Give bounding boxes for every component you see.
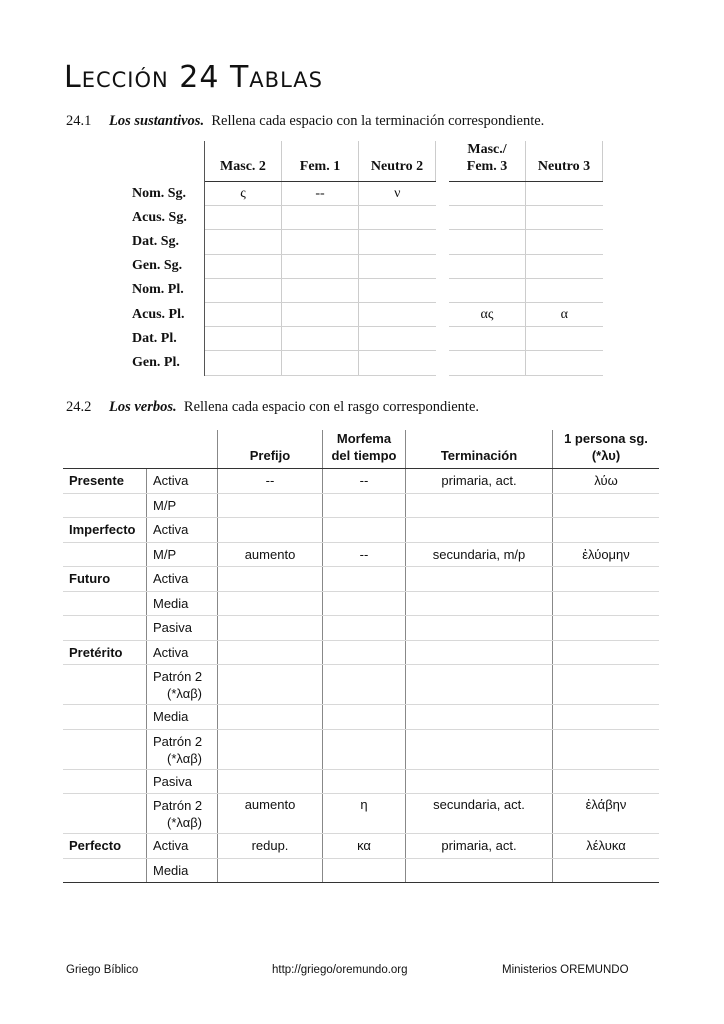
ending-cell[interactable] xyxy=(205,278,282,302)
table-row xyxy=(63,542,659,567)
row-label: Nom. Pl. xyxy=(124,278,205,302)
prefijo-cell[interactable] xyxy=(218,518,323,543)
voice-label: Patrón 2 (*λαβ) xyxy=(147,665,218,705)
tense-label xyxy=(63,794,147,834)
table-row xyxy=(63,834,659,859)
prefijo-cell[interactable]: aumento xyxy=(218,542,323,567)
morfema-cell[interactable]: η xyxy=(323,794,406,834)
row-label: Nom. Sg. xyxy=(124,182,205,206)
header-fem1: Fem. 1 xyxy=(282,141,359,182)
ending-cell[interactable] xyxy=(205,302,282,326)
terminacion-cell[interactable] xyxy=(406,616,553,641)
terminacion-cell[interactable] xyxy=(406,858,553,883)
prefijo-cell[interactable]: redup. xyxy=(218,834,323,859)
terminacion-cell[interactable] xyxy=(406,729,553,769)
tense-label xyxy=(63,729,147,769)
tense-label xyxy=(63,493,147,518)
prefijo-cell[interactable] xyxy=(218,769,323,794)
forma-cell[interactable]: ἐλάβην xyxy=(553,794,660,834)
section-topic: Los sustantivos. xyxy=(109,113,205,129)
header-terminacion: Terminación xyxy=(406,430,553,469)
table-row xyxy=(124,351,603,375)
terminacion-cell[interactable]: primaria, act. xyxy=(406,834,553,859)
ending-cell[interactable] xyxy=(359,278,436,302)
tense-label: Presente xyxy=(63,469,147,494)
table-row xyxy=(124,327,603,351)
table-row xyxy=(63,493,659,518)
row-label: Dat. Sg. xyxy=(124,230,205,254)
ending-cell[interactable] xyxy=(282,206,359,230)
ending-cell[interactable] xyxy=(282,302,359,326)
footer-right: Ministerios OREMUNDO xyxy=(502,964,629,976)
header-blank xyxy=(147,430,218,469)
table-row xyxy=(63,591,659,616)
ending-cell[interactable]: -- xyxy=(282,182,359,206)
terminacion-cell[interactable]: secundaria, m/p xyxy=(406,542,553,567)
ending-cell[interactable] xyxy=(282,351,359,375)
morfema-cell[interactable]: -- xyxy=(323,542,406,567)
table-row xyxy=(63,469,659,494)
page-title: Lección 24 Tablas xyxy=(64,60,323,95)
morfema-cell[interactable] xyxy=(323,705,406,730)
footer-left: Griego Bíblico xyxy=(66,964,139,976)
tense-label: Futuro xyxy=(63,567,147,592)
voice-label: M/P xyxy=(147,493,218,518)
terminacion-cell[interactable] xyxy=(406,665,553,705)
voice-label: Activa xyxy=(147,834,218,859)
ending-cell[interactable] xyxy=(449,351,526,375)
prefijo-cell[interactable] xyxy=(218,705,323,730)
header-prefijo: Prefijo xyxy=(218,430,323,469)
ending-cell[interactable] xyxy=(282,327,359,351)
prefijo-cell[interactable] xyxy=(218,640,323,665)
section-topic: Los verbos. xyxy=(109,399,177,415)
voice-label: Patrón 2 (*λαβ) xyxy=(147,729,218,769)
ending-cell[interactable] xyxy=(205,254,282,278)
table-row xyxy=(124,230,603,254)
morfema-cell[interactable] xyxy=(323,665,406,705)
tense-label xyxy=(63,665,147,705)
ending-cell[interactable]: ς xyxy=(205,182,282,206)
gap-cell xyxy=(436,302,450,326)
gap-cell xyxy=(436,254,450,278)
gap-cell xyxy=(436,182,450,206)
morfema-cell[interactable] xyxy=(323,616,406,641)
row-label: Acus. Pl. xyxy=(124,302,205,326)
tense-label xyxy=(63,542,147,567)
ending-cell[interactable] xyxy=(205,351,282,375)
tense-label: Perfecto xyxy=(63,834,147,859)
terminacion-cell[interactable] xyxy=(406,705,553,730)
forma-cell[interactable] xyxy=(553,858,660,883)
ending-cell[interactable] xyxy=(449,206,526,230)
forma-cell[interactable]: ἐλύομην xyxy=(553,542,660,567)
ending-cell[interactable] xyxy=(526,206,603,230)
voice-label: Pasiva xyxy=(147,616,218,641)
ending-cell[interactable] xyxy=(526,254,603,278)
ending-cell[interactable] xyxy=(282,230,359,254)
voice-label: Activa xyxy=(147,567,218,592)
ending-cell[interactable] xyxy=(359,351,436,375)
table-row xyxy=(63,640,659,665)
prefijo-cell[interactable] xyxy=(218,858,323,883)
forma-cell[interactable] xyxy=(553,729,660,769)
terminacion-cell[interactable] xyxy=(406,493,553,518)
ending-cell[interactable] xyxy=(449,278,526,302)
ending-cell[interactable]: α xyxy=(526,302,603,326)
terminacion-cell[interactable] xyxy=(406,769,553,794)
ending-cell[interactable] xyxy=(205,230,282,254)
voice-label: Media xyxy=(147,591,218,616)
ending-cell[interactable] xyxy=(526,327,603,351)
header-blank xyxy=(124,141,205,182)
voice-label: Patrón 2 (*λαβ) xyxy=(147,794,218,834)
terminacion-cell[interactable] xyxy=(406,640,553,665)
ending-cell[interactable] xyxy=(282,278,359,302)
gap-cell xyxy=(436,230,450,254)
forma-cell[interactable] xyxy=(553,705,660,730)
ending-cell[interactable] xyxy=(359,254,436,278)
voice-label: M/P xyxy=(147,542,218,567)
forma-cell[interactable] xyxy=(553,769,660,794)
tense-label xyxy=(63,705,147,730)
header-neutro2: Neutro 2 xyxy=(359,141,436,182)
ending-cell[interactable] xyxy=(359,327,436,351)
verbs-table xyxy=(63,430,659,883)
prefijo-cell[interactable] xyxy=(218,567,323,592)
header-neutro3: Neutro 3 xyxy=(526,141,603,182)
table-row xyxy=(63,665,659,705)
morfema-cell[interactable]: -- xyxy=(323,469,406,494)
ending-cell[interactable] xyxy=(526,278,603,302)
morfema-cell[interactable] xyxy=(323,640,406,665)
forma-cell[interactable] xyxy=(553,493,660,518)
forma-cell[interactable]: λέλυκα xyxy=(553,834,660,859)
table-row xyxy=(63,518,659,543)
gap-cell xyxy=(436,351,450,375)
ending-cell[interactable] xyxy=(526,182,603,206)
row-label: Acus. Sg. xyxy=(124,206,205,230)
forma-cell[interactable] xyxy=(553,665,660,705)
prefijo-cell[interactable] xyxy=(218,616,323,641)
forma-cell[interactable] xyxy=(553,640,660,665)
footer-url: http://griego/oremundo.org xyxy=(272,964,408,976)
voice-label: Pasiva xyxy=(147,769,218,794)
ending-cell[interactable] xyxy=(282,254,359,278)
gap-cell xyxy=(436,206,450,230)
section-24-2-heading xyxy=(66,399,479,416)
header-blank xyxy=(63,430,147,469)
forma-cell[interactable] xyxy=(553,567,660,592)
terminacion-cell[interactable]: primaria, act. xyxy=(406,469,553,494)
tense-label xyxy=(63,769,147,794)
morfema-cell[interactable] xyxy=(323,567,406,592)
ending-cell[interactable] xyxy=(449,230,526,254)
prefijo-cell[interactable] xyxy=(218,591,323,616)
tense-label xyxy=(63,858,147,883)
voice-label: Media xyxy=(147,858,218,883)
terminacion-cell[interactable] xyxy=(406,591,553,616)
table-row xyxy=(63,769,659,794)
voice-label: Activa xyxy=(147,640,218,665)
table-row xyxy=(63,794,659,834)
terminacion-cell[interactable] xyxy=(406,518,553,543)
table-row xyxy=(124,278,603,302)
table-row xyxy=(63,616,659,641)
morfema-cell[interactable] xyxy=(323,493,406,518)
prefijo-cell[interactable] xyxy=(218,729,323,769)
ending-cell[interactable]: ας xyxy=(449,302,526,326)
morfema-cell[interactable] xyxy=(323,591,406,616)
section-instruction: Rellena cada espacio con el rasgo correspondiente. xyxy=(183,399,480,415)
prefijo-cell[interactable]: -- xyxy=(218,469,323,494)
row-label: Gen. Sg. xyxy=(124,254,205,278)
morfema-cell[interactable]: κα xyxy=(323,834,406,859)
forma-cell[interactable] xyxy=(553,591,660,616)
ending-cell[interactable] xyxy=(359,302,436,326)
table-row xyxy=(63,567,659,592)
terminacion-cell[interactable] xyxy=(406,567,553,592)
morfema-cell[interactable] xyxy=(323,858,406,883)
forma-cell[interactable] xyxy=(553,518,660,543)
ending-cell[interactable] xyxy=(449,254,526,278)
gap-cell xyxy=(436,327,450,351)
row-label: Gen. Pl. xyxy=(124,351,205,375)
morfema-cell[interactable] xyxy=(323,769,406,794)
ending-cell[interactable] xyxy=(449,182,526,206)
section-number: 24.2 xyxy=(66,399,92,415)
forma-cell[interactable] xyxy=(553,616,660,641)
table-row xyxy=(124,302,603,326)
header-mascfem3: Masc./ Fem. 3 xyxy=(449,141,526,182)
tense-label: Imperfecto xyxy=(63,518,147,543)
table-row xyxy=(124,206,603,230)
tense-label xyxy=(63,591,147,616)
table-row xyxy=(63,858,659,883)
ending-cell[interactable] xyxy=(359,230,436,254)
ending-cell[interactable] xyxy=(449,327,526,351)
header-gap xyxy=(436,141,450,182)
morfema-cell[interactable] xyxy=(323,729,406,769)
forma-cell[interactable]: λύω xyxy=(553,469,660,494)
voice-label: Activa xyxy=(147,469,218,494)
ending-cell[interactable] xyxy=(526,351,603,375)
nouns-table xyxy=(124,141,603,376)
terminacion-cell[interactable]: secundaria, act. xyxy=(406,794,553,834)
tense-label xyxy=(63,616,147,641)
prefijo-cell[interactable] xyxy=(218,493,323,518)
table-row xyxy=(124,254,603,278)
tense-label: Pretérito xyxy=(63,640,147,665)
ending-cell[interactable]: ν xyxy=(359,182,436,206)
header-masc2: Masc. 2 xyxy=(205,141,282,182)
ending-cell[interactable] xyxy=(359,206,436,230)
header-morfema: Morfema del tiempo xyxy=(323,430,406,469)
prefijo-cell[interactable]: aumento xyxy=(218,794,323,834)
section-instruction: Rellena cada espacio con la terminación correspondiente. xyxy=(211,113,545,129)
voice-label: Media xyxy=(147,705,218,730)
voice-label: Activa xyxy=(147,518,218,543)
gap-cell xyxy=(436,278,450,302)
table-row xyxy=(124,182,603,206)
row-label: Dat. Pl. xyxy=(124,327,205,351)
ending-cell[interactable] xyxy=(205,327,282,351)
ending-cell[interactable] xyxy=(205,206,282,230)
section-24-1-heading xyxy=(66,113,544,130)
header-persona: 1 persona sg. (*λυ) xyxy=(553,430,660,469)
morfema-cell[interactable] xyxy=(323,518,406,543)
section-number: 24.1 xyxy=(66,113,92,129)
ending-cell[interactable] xyxy=(526,230,603,254)
table-row xyxy=(63,729,659,769)
prefijo-cell[interactable] xyxy=(218,665,323,705)
table-row xyxy=(63,705,659,730)
